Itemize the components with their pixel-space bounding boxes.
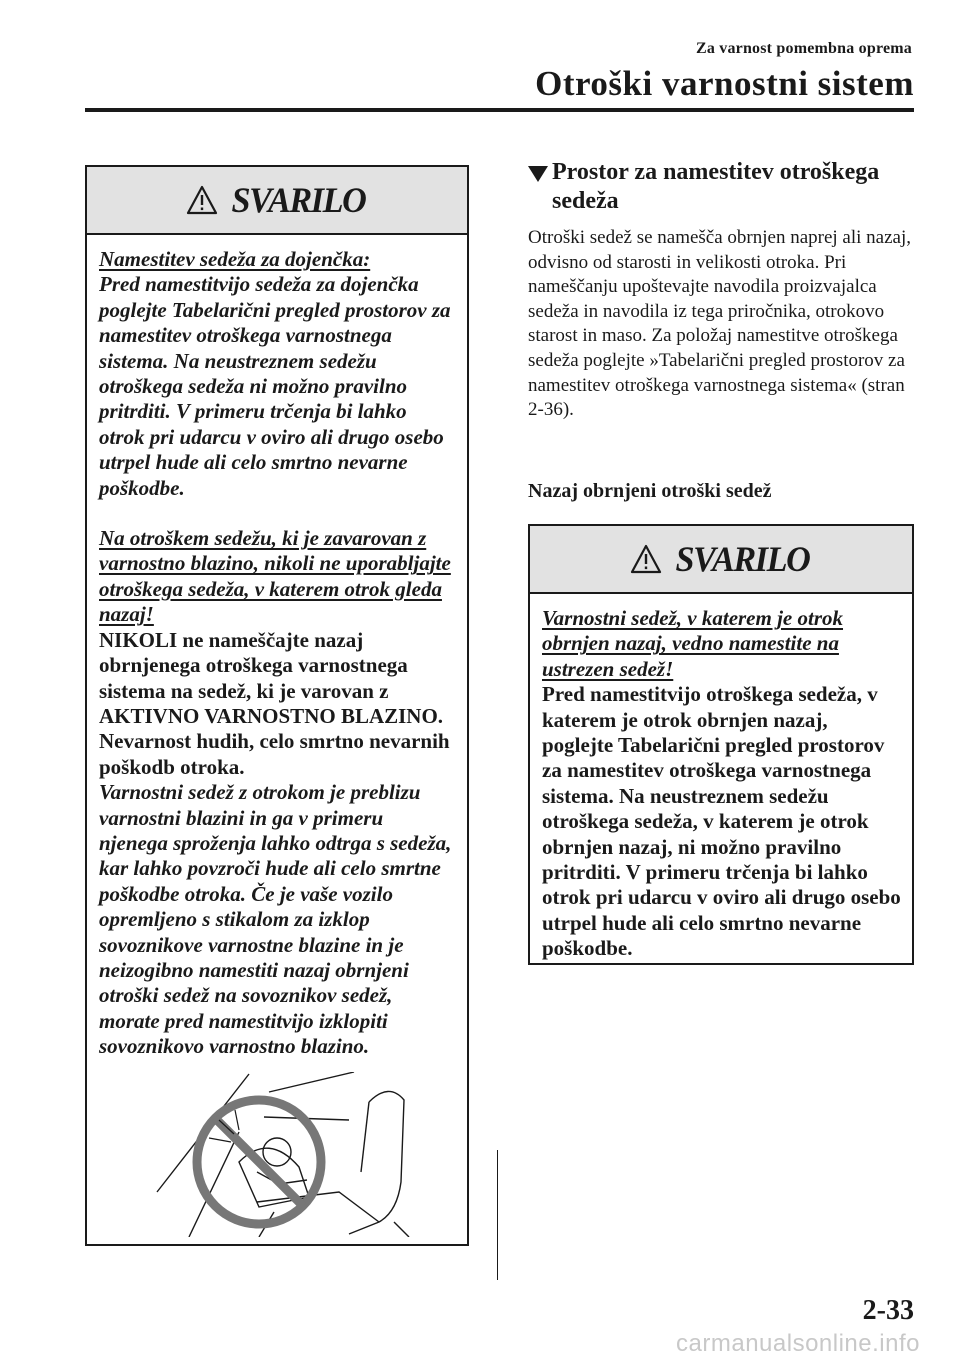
warning-text: NIKOLI ne nameščajte nazaj obrnjenega otroškega varnostnega sistema na sedež, ki je varovan z AKTIVNO VARNOSTNO BLAZINO. Nevarnost hudih, celo smrtno nevarnih poškodb otroka. bbox=[99, 627, 450, 779]
warning-triangle-icon bbox=[630, 544, 662, 574]
warning-subheading: Na otroškem sedežu, ki je zavarovan z varnostno blazino, nikoli ne uporabljajte otroškega sedeža, v katerem otrok gleda nazaj! bbox=[99, 526, 451, 627]
warning-box-left bbox=[85, 165, 469, 1246]
warning-body bbox=[530, 594, 912, 962]
warning-label: SVARILO bbox=[231, 180, 365, 220]
warning-subheading: Namestitev sedeža za dojenčka: bbox=[99, 247, 371, 271]
warning-triangle-icon bbox=[186, 185, 218, 215]
subsection-heading: Nazaj obrnjeni otroški sedež bbox=[528, 480, 772, 502]
page-title: Otroški varnostni sistem bbox=[535, 64, 914, 103]
warning-header bbox=[87, 167, 467, 235]
page-number: 2-33 bbox=[862, 1295, 914, 1326]
header-rule bbox=[85, 108, 914, 112]
warning-body bbox=[87, 235, 467, 1060]
warning-text: Pred namestitvijo otroškega sedeža, v katerem je otrok obrnjen nazaj, poglejte Tabelarični pregled prostorov za namestitev otroškega varnostnega sistema. Na neustreznem sedežu otroškega sedeža, v katerem je otrok obrnjen nazaj, ni možno pravilno pritrditi. V primeru trčenja bi lahko otrok pri udarcu v oviro ali drugo osebo utrpel hude ali celo smrtno nevarne poškodbe. bbox=[542, 682, 901, 961]
section-body: Otroški sedež se namešča obrnjen naprej ali nazaj, odvisno od starosti in velikosti otroka. Pri nameščanju upoštevajte navodila proizvajalca sedeža in navodila iz tega priročnika, otrokovo starost in maso. Za položaj namestitve otroškega sedeža poglejte »Tabelarični pregled prostorov za namestitev otroškega varnostnega sistema« (stran 2-36). bbox=[528, 227, 912, 421]
section-heading: Prostor za namestitev otroškega sedeža bbox=[528, 158, 918, 216]
warning-box-right bbox=[528, 524, 914, 965]
warning-text: Varnostni sedež z otrokom je preblizu varnostni blazini in ga v primeru njenega sproženja lahko odtrga s sedeža, kar lahko povzroči hude ali celo smrtne poškodbe otroka. Če je vaše vozilo opremljeno s stikalom za izklop sovoznikove varnostne blazine in je neizogibno namestiti nazaj obrnjeni otroški sedež na sovoznikov sedež, morate pred namestitvijo izklopiti sovoznikovo varnostno blazino. bbox=[99, 780, 452, 1059]
airbag-child-seat-illustration bbox=[139, 1072, 429, 1237]
section-marker-icon bbox=[528, 166, 548, 182]
header-section-label: Za varnost pomembna oprema bbox=[695, 40, 912, 57]
warning-header bbox=[530, 526, 912, 594]
warning-subheading: Varnostni sedež, v katerem je otrok obrnjen nazaj, vedno namestite na ustrezen sedež! bbox=[542, 606, 844, 681]
column-divider bbox=[497, 1150, 498, 1280]
warning-text: Pred namestitvijo sedeža za dojenčka poglejte Tabelarični pregled prostorov za namestitev otroškega varnostnega sistema. Na neustreznem sedežu otroškega sedeža ni možno pravilno pritrditi. V primeru trčenja bi lahko otrok pri udarcu v oviro ali drugo osebo utrpel hude ali celo smrtno nevarne poškodbe. bbox=[99, 272, 451, 500]
warning-label: SVARILO bbox=[675, 539, 809, 579]
watermark: carmanualsonline.info bbox=[676, 1330, 920, 1357]
